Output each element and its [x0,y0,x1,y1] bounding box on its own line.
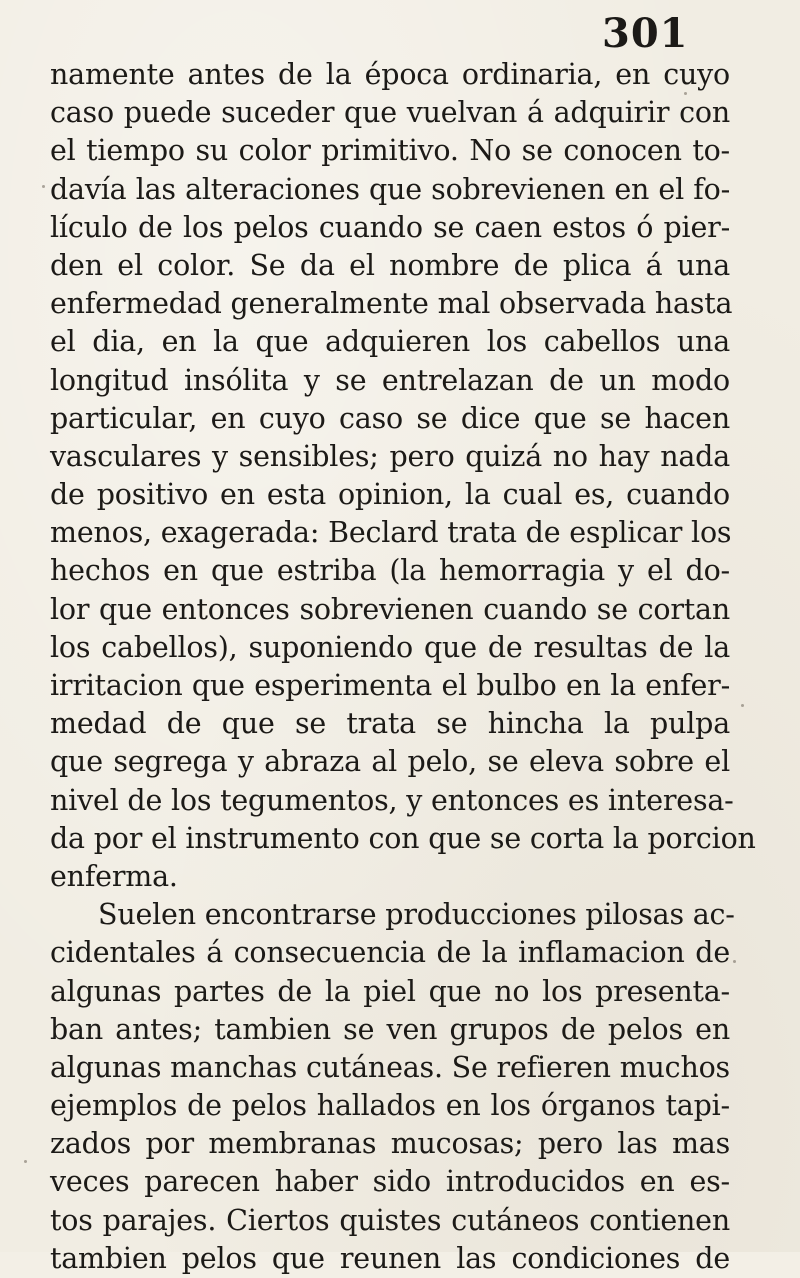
body-text [50,56,756,1278]
text-line: el tiempo su color primitivo. No se conocen to- [50,134,730,168]
text-line: cidentales á consecuencia de la inflamacion de [50,936,730,970]
print-speck [684,92,687,95]
text-line: menos, exagerada: Beclard trata de esplicar los [50,516,732,550]
text-line: lor que entonces sobrevienen cuando se cortan [50,592,730,626]
text-line: el dia, en la que adquieren los cabellos una [50,325,730,359]
text-line: hechos en que estriba (la hemorragia y el do- [50,554,730,588]
text-line: enfermedad generalmente mal observada hasta [50,287,733,321]
page-number: 301 [602,10,689,57]
text-line: da por el instrumento con que se corta la porcion [50,821,756,855]
print-speck [24,1160,27,1163]
text-line: ejemplos de pelos hallados en los órganos tapi- [50,1089,730,1123]
text-line: namente antes de la época ordinaria, en cuyo [50,58,730,91]
text-line: den el color. Se da el nombre de plica á una [50,248,730,282]
text-line: zados por membranas mucosas; pero las mas [50,1127,730,1161]
text-line: particular, en cuyo caso se dice que se hacen [50,401,730,435]
text-line: que segrega y abraza al pelo, se eleva sobre el [50,745,730,779]
text-line: nivel de los tegumentos, y entonces es interesa- [50,783,734,817]
text-line: vasculares y sensibles; pero quizá no hay nada [50,439,730,473]
paragraph-end-line: enferma. [50,859,178,893]
print-speck [42,185,45,188]
paragraph-start-line: Suelen encontrarse producciones pilosas ac- [98,898,735,932]
text-line: ban antes; tambien se ven grupos de pelos en [50,1012,730,1046]
print-speck [741,704,744,707]
text-line: lículo de los pelos cuando se caen estos ó pier- [50,210,730,244]
print-speck [733,960,736,963]
text-line: tambien pelos que reunen las condiciones de [50,1241,730,1275]
text-line: longitud insólita y se entrelazan de un modo [50,363,730,397]
text-line: de positivo en esta opinion, la cual es, cuando [50,478,730,512]
text-line: los cabellos), suponiendo que de resultas de la [50,630,730,664]
text-line: algunas manchas cutáneas. Se refieren muchos [50,1050,730,1084]
text-line: caso puede suceder que vuelvan á adquirir con [50,96,730,130]
text-line: veces parecen haber sido introducidos en es- [50,1165,730,1199]
text-line: medad de que se trata se hincha la pulpa [50,707,730,741]
text-line: davía las alteraciones que sobrevienen en el fo- [50,172,730,206]
text-line: algunas partes de la piel que no los presenta- [50,974,730,1008]
text-line: tos parajes. Ciertos quistes cutáneos contienen [50,1203,730,1237]
text-line: irritacion que esperimenta el bulbo en la enfer- [50,669,730,702]
